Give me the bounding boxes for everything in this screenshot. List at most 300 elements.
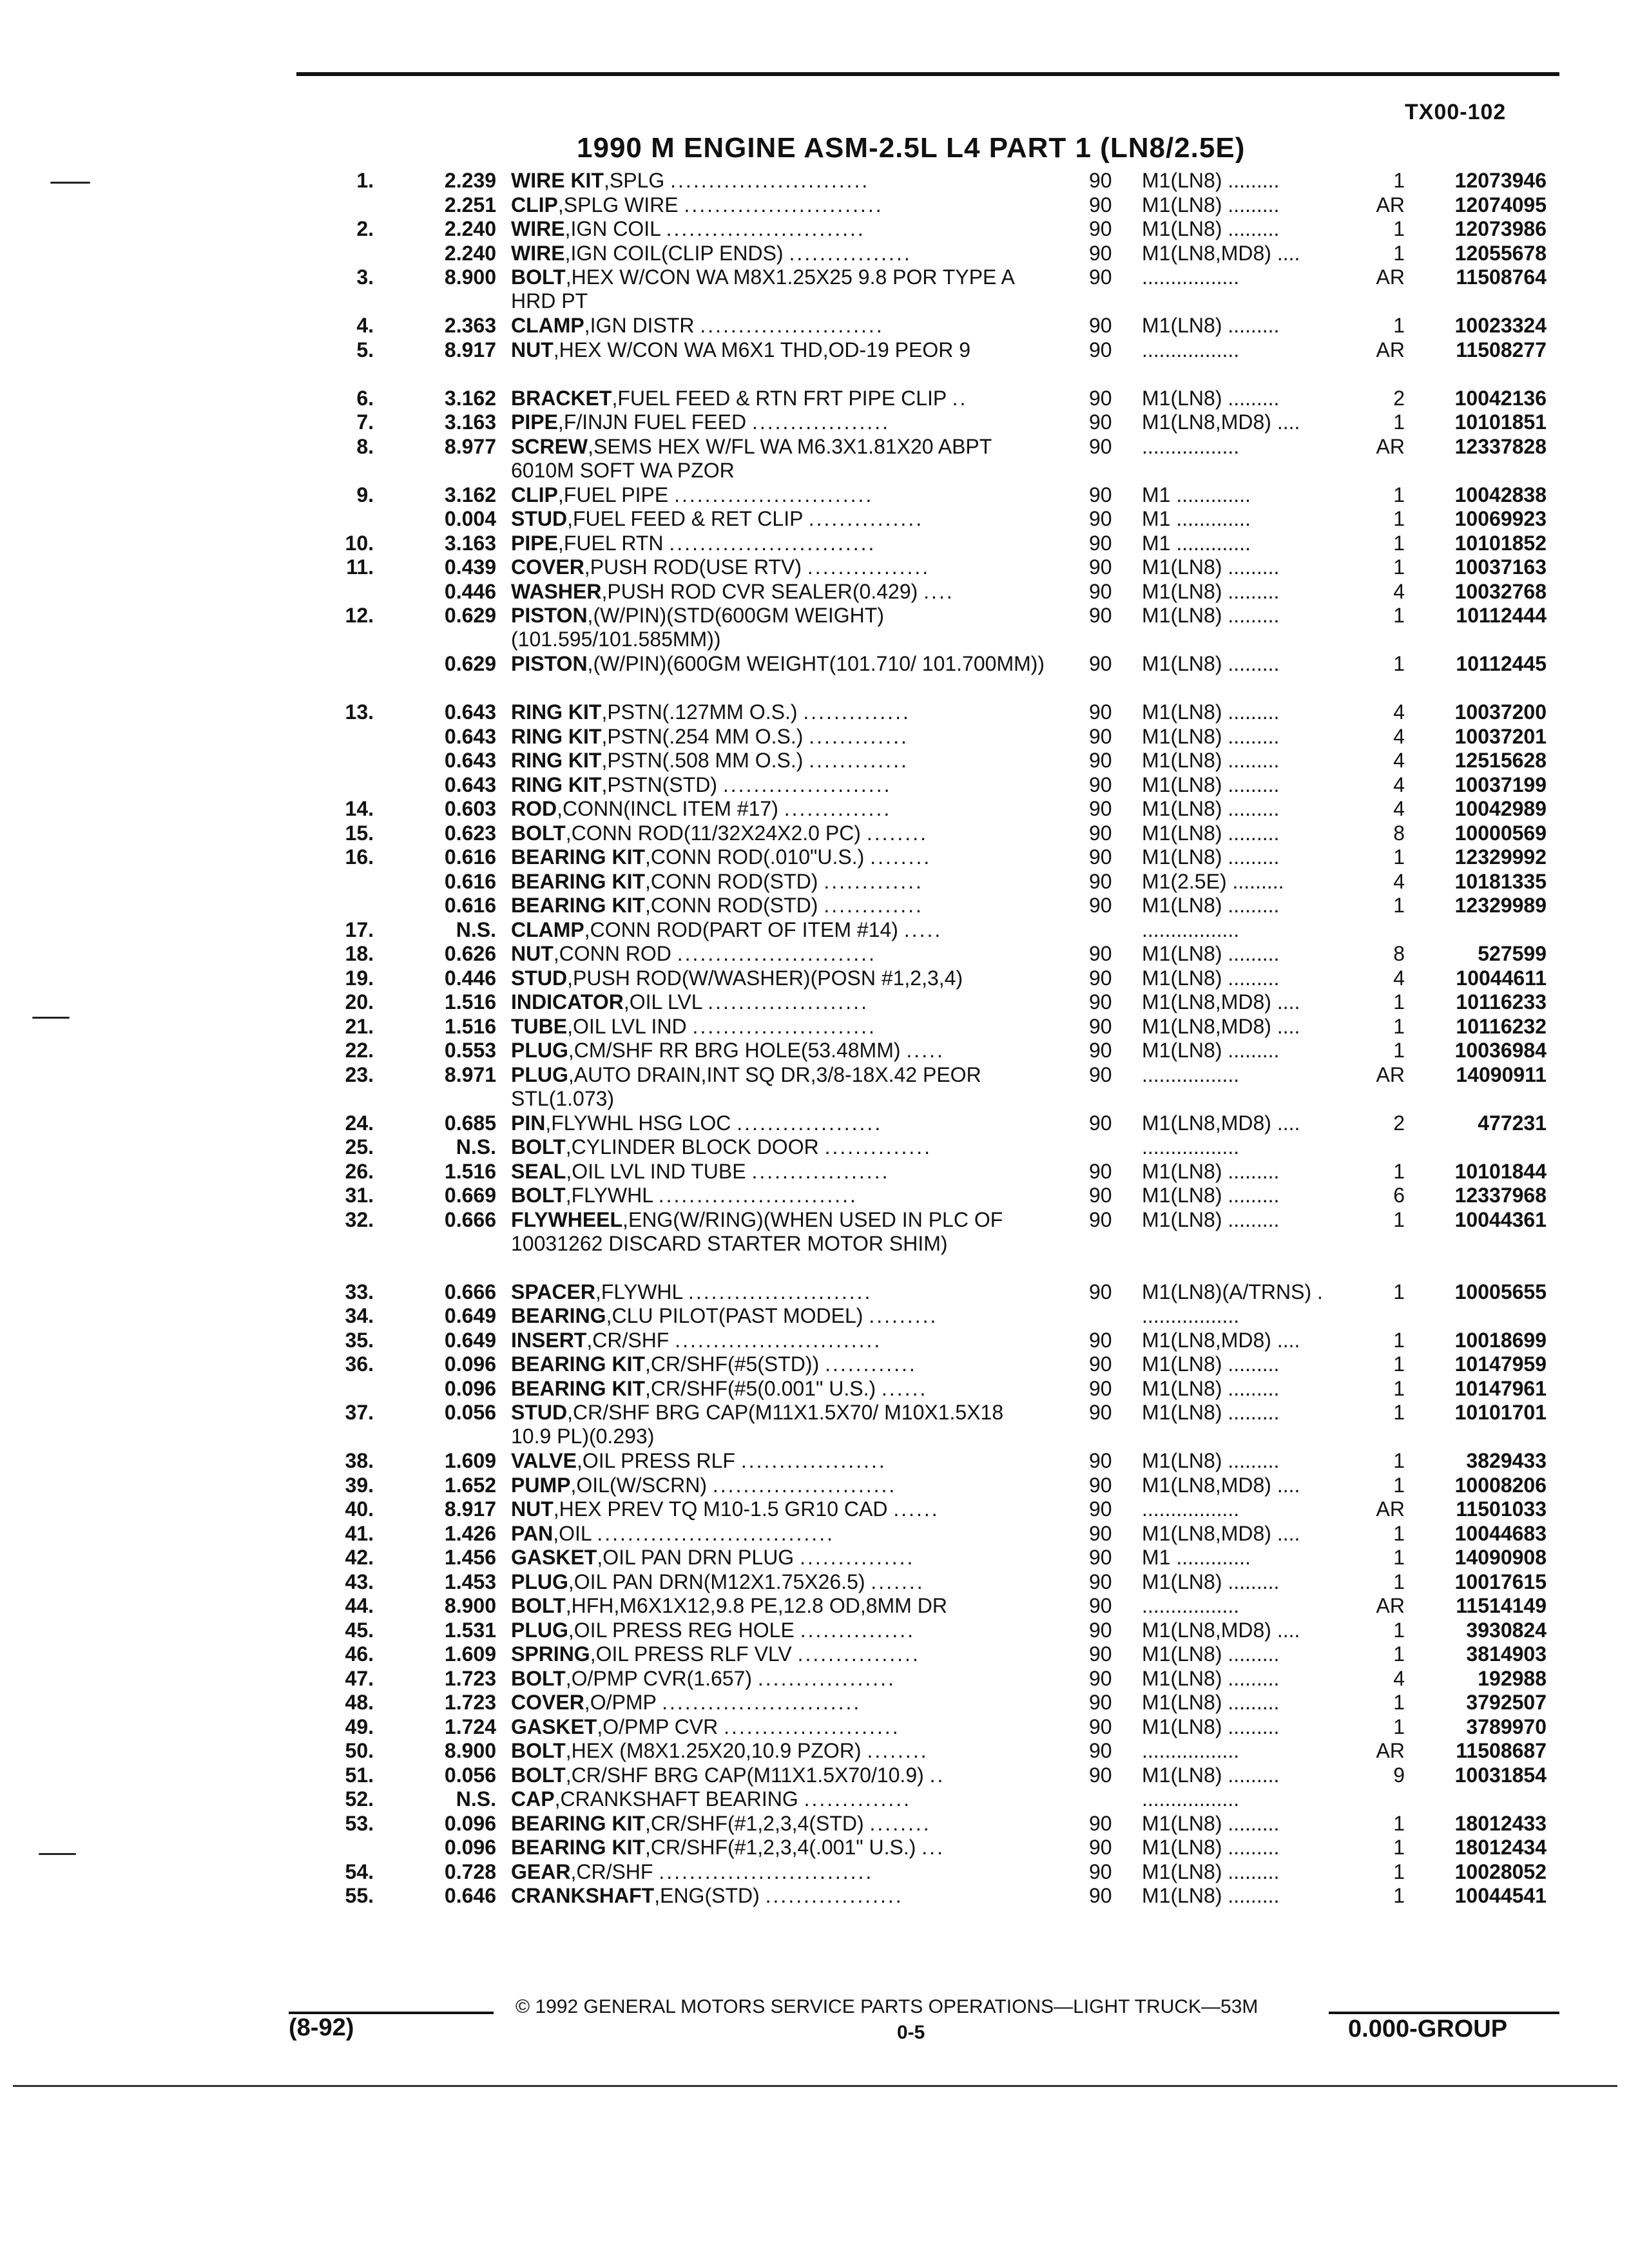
footer-copyright: © 1992 GENERAL MOTORS SERVICE PARTS OPERATIONS—LIGHT TRUCK—53M [516,1996,1258,2017]
part-name: BOLT [511,1666,566,1690]
model-usage: M1(LN8) ......... [1142,1039,1280,1062]
part-row [0,1329,1629,1353]
year: 90 [1089,1376,1112,1400]
part-name: CRANKSHAFT [511,1884,655,1907]
model-usage: M1(LN8) ......... [1142,386,1280,410]
quantity: 1 [1393,531,1405,555]
part-detail: ,AUTO DRAIN,INT SQ DR,3/8-18X.42 PEOR STL(1.073) [511,1062,981,1110]
item-number: 25. [345,1135,374,1158]
quantity: 1 [1393,894,1405,917]
part-row [0,700,1629,725]
part-name: GEAR [511,1860,571,1883]
part-row [0,1691,1629,1715]
group-number: 8.971 [444,1062,496,1086]
leader-dots: .......................... [684,193,883,216]
leader-dots: ............... [800,1618,916,1642]
year: 90 [1089,1449,1112,1472]
part-description [511,1691,1046,1715]
part-row [0,1787,1629,1812]
part-detail: ,SEMS HEX W/FL WA M6.3X1.81X20 ABPT 6010M SOFT WA PZOR [511,434,992,482]
model-usage: M1(LN8) ......... [1142,1836,1280,1859]
part-name: INDICATOR [511,990,624,1014]
item-number: 33. [345,1280,374,1303]
quantity: AR [1376,265,1405,289]
part-description [511,387,1046,410]
part-row [0,604,1629,652]
item-number: 35. [345,1328,374,1352]
quantity: 1 [1393,1014,1405,1038]
part-number: 10044361 [1454,1207,1547,1231]
group-number: 1.456 [444,1546,496,1569]
quantity: 4 [1393,1666,1405,1690]
leader-dots: .... [923,579,954,603]
group-number: 0.616 [444,894,496,917]
part-description [511,1135,1046,1159]
footer-rule-right [1329,2012,1559,2014]
part-description [511,822,1046,845]
item-number: 2. [356,217,374,240]
part-name: SPRING [511,1642,590,1666]
model-usage: M1(LN8) ......... [1142,1666,1280,1690]
year: 90 [1089,1039,1112,1062]
part-number: 12337968 [1454,1184,1547,1207]
quantity: 2 [1393,1111,1405,1135]
part-row [0,555,1629,580]
model-usage: M1(LN8) ......... [1142,1715,1280,1738]
year: 90 [1089,1521,1112,1545]
part-number: 12073946 [1454,169,1547,192]
quantity: 1 [1393,1618,1405,1642]
part-name: PISTON [511,652,588,675]
model-usage: M1(LN8) ......... [1142,894,1280,917]
part-row [0,1619,1629,1643]
group-number: 0.643 [444,700,496,724]
part-number: 12074095 [1454,193,1547,216]
item-number: 52. [345,1787,374,1811]
part-row [0,942,1629,966]
model-usage: M1(LN8) ......... [1142,217,1280,240]
part-name: BOLT [511,1184,566,1207]
year: 90 [1089,749,1112,772]
item-number: 36. [345,1352,374,1376]
model-usage: ................. [1142,1497,1240,1521]
part-description [511,1184,1046,1207]
part-name: STUD [511,1401,568,1424]
year: 90 [1089,1497,1112,1521]
part-number: 3930824 [1466,1618,1547,1642]
part-description [511,169,1046,193]
item-number: 47. [345,1666,374,1690]
part-name: PIN [511,1111,546,1135]
group-number: 8.900 [444,265,496,289]
quantity: 1 [1393,1280,1405,1303]
part-name: PLUG [511,1618,568,1642]
part-row [0,1280,1629,1305]
group-number: 3.163 [444,531,496,555]
quantity: 1 [1393,1376,1405,1400]
part-description [511,1352,1046,1376]
group-number: 0.096 [444,1811,496,1835]
quantity: 4 [1393,579,1405,603]
part-detail: ,FLYWHL HSG LOC [545,1111,731,1135]
part-detail: ,HFH,M6X1X12,9.8 PE,12.8 OD,8MM DR [565,1594,947,1617]
part-number: 10037199 [1454,773,1547,796]
item-number: 10. [345,531,374,555]
model-usage: M1(LN8) ......... [1142,314,1280,337]
part-detail: ,FUEL RTN [557,531,664,555]
leader-dots: .............. [803,700,911,724]
part-number: 10181335 [1454,869,1547,893]
year: 90 [1089,869,1112,893]
part-detail: ,O/PMP [584,1691,657,1714]
quantity: 1 [1393,1642,1405,1666]
model-usage: M1(LN8,MD8) .... [1142,410,1300,434]
model-usage: M1(LN8) ......... [1142,749,1280,772]
leader-dots: .................. [751,1159,890,1183]
part-detail: ,HEX (M8X1.25X20,10.9 PZOR) [565,1739,862,1762]
item-number: 54. [345,1860,374,1883]
part-name: BEARING KIT [511,1836,645,1859]
part-name: NUT [511,338,554,361]
part-name: VALVE [511,1449,577,1472]
quantity: 1 [1393,1570,1405,1593]
year: 90 [1089,434,1112,458]
leader-dots: ................ [789,241,912,265]
year: 90 [1089,1473,1112,1497]
group-number: N.S. [456,1135,496,1158]
part-number: 10031854 [1454,1763,1547,1787]
year: 90 [1089,193,1112,216]
item-number: 32. [345,1207,374,1231]
quantity: 1 [1393,1328,1405,1352]
quantity: AR [1376,1497,1405,1521]
year: 90 [1089,555,1112,579]
model-usage: M1(LN8) ......... [1142,797,1280,820]
quantity: 4 [1393,966,1405,990]
part-number: 3792507 [1466,1691,1547,1714]
part-row [0,894,1629,918]
part-detail: ,CONN ROD(STD) [645,894,818,917]
part-detail: ,CONN ROD(PART OF ITEM #14) [584,918,898,941]
leader-dots: ................... [737,1111,883,1135]
part-row [0,1546,1629,1570]
part-description [511,1039,1046,1062]
model-usage: M1(2.5E) ......... [1142,869,1284,893]
part-detail: ,PSTN(.254 MM O.S.) [601,724,804,748]
part-row [0,338,1629,387]
model-usage: M1(LN8) ......... [1142,966,1280,990]
part-name: INSERT [511,1328,587,1352]
part-row [0,1884,1629,1908]
part-number: 3829433 [1466,1449,1547,1472]
part-detail: ,CONN ROD(11/32X24X2.0 PC) [565,821,861,845]
part-description [511,652,1046,676]
quantity: 1 [1393,1691,1405,1714]
part-name: RING KIT [511,749,602,772]
quantity: 1 [1393,652,1405,675]
part-row [0,1570,1629,1595]
part-name: CLAMP [511,314,584,337]
quantity: 1 [1393,1884,1405,1907]
part-row [0,1063,1629,1111]
part-name: BRACKET [511,386,612,410]
item-number: 34. [345,1304,374,1327]
quantity: 1 [1393,1836,1405,1859]
model-usage: ................. [1142,265,1240,289]
group-number: 0.446 [444,579,496,603]
part-detail: ,F/INJN FUEL FEED [557,410,747,434]
part-row [0,1739,1629,1763]
part-description [511,1619,1046,1642]
year: 90 [1089,579,1112,603]
part-name: RING KIT [511,700,602,724]
part-number: 3814903 [1466,1642,1547,1666]
part-name: PLUG [511,1570,568,1593]
bottom-rule [13,2085,1617,2087]
part-number: 12055678 [1454,241,1547,265]
group-number: 0.643 [444,773,496,796]
part-name: BOLT [511,1763,566,1787]
model-usage: ................. [1142,1135,1240,1158]
part-detail: ,PUSH ROD(W/WASHER)(POSN #1,2,3,4) [567,966,963,990]
model-usage: M1(LN8,MD8) .... [1142,1014,1300,1038]
quantity: 1 [1393,1449,1405,1472]
year: 90 [1089,265,1112,289]
item-number: 50. [345,1739,374,1762]
group-number: 2.363 [444,314,496,337]
model-usage: ................. [1142,1594,1240,1617]
group-number: 1.516 [444,1159,496,1183]
part-row [0,725,1629,749]
model-usage: M1(LN8) ......... [1142,1642,1280,1666]
part-name: TUBE [511,1014,568,1038]
item-number: 45. [345,1618,374,1642]
model-usage: M1(LN8,MD8) .... [1142,1111,1300,1135]
leader-dots: ................... [740,1449,887,1472]
model-usage: ................. [1142,338,1240,361]
group-number: N.S. [456,1787,496,1811]
part-row [0,1352,1629,1377]
quantity: 1 [1393,217,1405,240]
model-usage: M1(LN8) ......... [1142,845,1280,869]
quantity: 1 [1393,555,1405,579]
leader-dots: .. [952,386,968,410]
part-detail: ,PSTN(STD) [601,773,717,796]
leader-dots: .......................... [662,1691,862,1714]
group-number: 0.649 [444,1328,496,1352]
part-description [511,700,1046,724]
part-description [511,966,1046,990]
group-number: 3.162 [444,386,496,410]
part-detail: ,CR/SHF(#5(STD)) [645,1352,820,1376]
item-number: 26. [345,1159,374,1183]
part-name: BEARING KIT [511,1376,645,1400]
year: 90 [1089,386,1112,410]
group-number: 8.900 [444,1739,496,1762]
leader-dots: ........ [870,845,932,869]
part-number: 10042989 [1454,797,1547,820]
part-detail: ,PUSH ROD(USE RTV) [584,555,802,579]
model-usage: M1(LN8,MD8) .... [1142,1328,1300,1352]
part-number: 10018699 [1454,1328,1547,1352]
year: 90 [1089,1546,1112,1569]
item-number: 7. [356,410,374,434]
quantity: AR [1376,193,1405,216]
part-row [0,1812,1629,1836]
part-row [0,314,1629,338]
leader-dots: .................. [765,1884,903,1907]
part-row [0,1474,1629,1498]
part-name: BOLT [511,265,566,289]
year: 90 [1089,1715,1112,1738]
part-number: 10008206 [1454,1473,1547,1497]
item-number: 22. [345,1039,374,1062]
part-number: 10147961 [1454,1376,1547,1400]
part-detail: ,CONN ROD [553,942,671,965]
group-number: 0.096 [444,1376,496,1400]
model-usage: M1 ............. [1142,507,1251,530]
part-row [0,507,1629,532]
model-usage: ................. [1142,918,1240,941]
group-number: 1.516 [444,1014,496,1038]
part-row [0,1039,1629,1063]
item-number: 21. [345,1014,374,1038]
leader-dots: ............................ [659,1860,874,1883]
part-number: 12329992 [1454,845,1547,869]
quantity: 1 [1393,1159,1405,1183]
part-name: CLIP [511,193,558,216]
part-name: PIPE [511,531,558,555]
model-usage: M1(LN8) ......... [1142,1352,1280,1376]
part-detail: ,CR/SHF [586,1328,670,1352]
parts-list [0,169,1629,1908]
part-number: 10044683 [1454,1521,1547,1545]
quantity: 4 [1393,797,1405,820]
group-number: 0.616 [444,845,496,869]
quantity: 1 [1393,1715,1405,1738]
part-detail: ,CYLINDER BLOCK DOOR [565,1135,819,1158]
part-row [0,845,1629,870]
leader-dots: ...................... [722,773,892,796]
leader-dots: ........................ [692,1014,876,1038]
quantity: 1 [1393,507,1405,530]
part-name: SPACER [511,1280,595,1303]
leader-dots: ........ [869,1811,931,1835]
item-number: 14. [345,797,374,820]
item-number: 38. [345,1449,374,1472]
year: 90 [1089,845,1112,869]
part-detail: ,CONN(INCL ITEM #17) [557,797,778,820]
quantity: 1 [1393,410,1405,434]
part-row [0,1836,1629,1860]
part-description [511,1836,1046,1860]
year: 90 [1089,1666,1112,1690]
year: 90 [1089,1691,1112,1714]
part-row [0,1522,1629,1546]
part-name: BOLT [511,1739,566,1762]
group-number: 0.666 [444,1207,496,1231]
part-number: 477231 [1478,1111,1547,1135]
part-name: WIRE KIT [511,169,604,192]
leader-dots: ..................... [708,990,869,1014]
item-number: 44. [345,1594,374,1617]
part-number: 10023324 [1454,314,1547,337]
leader-dots: ............... [800,1546,915,1569]
part-row [0,532,1629,556]
part-detail: ,CONN ROD(.010"U.S.) [645,845,865,869]
part-number: 10101851 [1454,410,1547,434]
year: 90 [1089,942,1112,965]
group-number: 0.649 [444,1304,496,1327]
part-number: 12337828 [1454,434,1547,458]
leader-dots: ... [921,1836,945,1859]
part-description [511,1497,1046,1521]
part-row [0,169,1629,193]
group-number: 0.616 [444,869,496,893]
part-description [511,1884,1046,1908]
year: 90 [1089,483,1112,506]
model-usage: M1(LN8) ......... [1142,1691,1280,1714]
part-detail: ,CLU PILOT(PAST MODEL) [606,1304,863,1327]
year: 90 [1089,1884,1112,1907]
part-name: BEARING KIT [511,845,645,869]
quantity: 1 [1393,314,1405,337]
group-number: 3.162 [444,483,496,506]
leader-dots: ............. [824,894,923,917]
leader-dots: .......................... [666,217,865,240]
group-number: 2.239 [444,169,496,192]
group-number: 1.723 [444,1691,496,1714]
year: 90 [1089,652,1112,675]
model-usage: M1(LN8) ......... [1142,1860,1280,1883]
item-number: 55. [345,1884,374,1907]
part-description [511,507,1046,531]
part-row [0,773,1629,798]
model-usage: M1(LN8) ......... [1142,942,1280,965]
group-number: 1.531 [444,1618,496,1642]
part-description [511,1401,1046,1448]
year: 90 [1089,1594,1112,1617]
quantity: 9 [1393,1763,1405,1787]
part-detail: ,CR/SHF BRG CAP(M11X1.5X70/ M10X1.5X18 10.9 PL)(0.293) [511,1401,1004,1448]
part-number: 10116233 [1456,990,1547,1014]
year: 90 [1089,338,1112,361]
page-title: 1990 M ENGINE ASM-2.5L L4 PART 1 (LN8/2.5E) [577,132,1246,164]
part-name: PAN [511,1521,554,1545]
part-description [511,604,1046,651]
model-usage: M1(LN8) ......... [1142,821,1280,845]
part-name: COVER [511,555,584,579]
part-description [511,1787,1046,1811]
item-number: 11. [346,555,374,579]
part-name: PUMP [511,1473,571,1497]
part-description [511,1474,1046,1497]
part-row [0,1184,1629,1208]
quantity: 1 [1393,1039,1405,1062]
leader-dots: ........ [866,821,928,845]
leader-dots: ........ [867,1739,929,1762]
item-number: 16. [345,845,374,869]
part-number: 10000569 [1454,821,1547,845]
item-number: 23. [345,1062,374,1086]
group-number: 3.163 [444,410,496,434]
leader-dots: .......................... [674,483,874,506]
part-detail: ,ENG(STD) [654,1884,760,1907]
part-row [0,1667,1629,1691]
part-detail: ,IGN COIL(CLIP ENDS) [564,241,784,265]
part-name: NUT [511,942,554,965]
group-number: 0.004 [444,507,496,530]
